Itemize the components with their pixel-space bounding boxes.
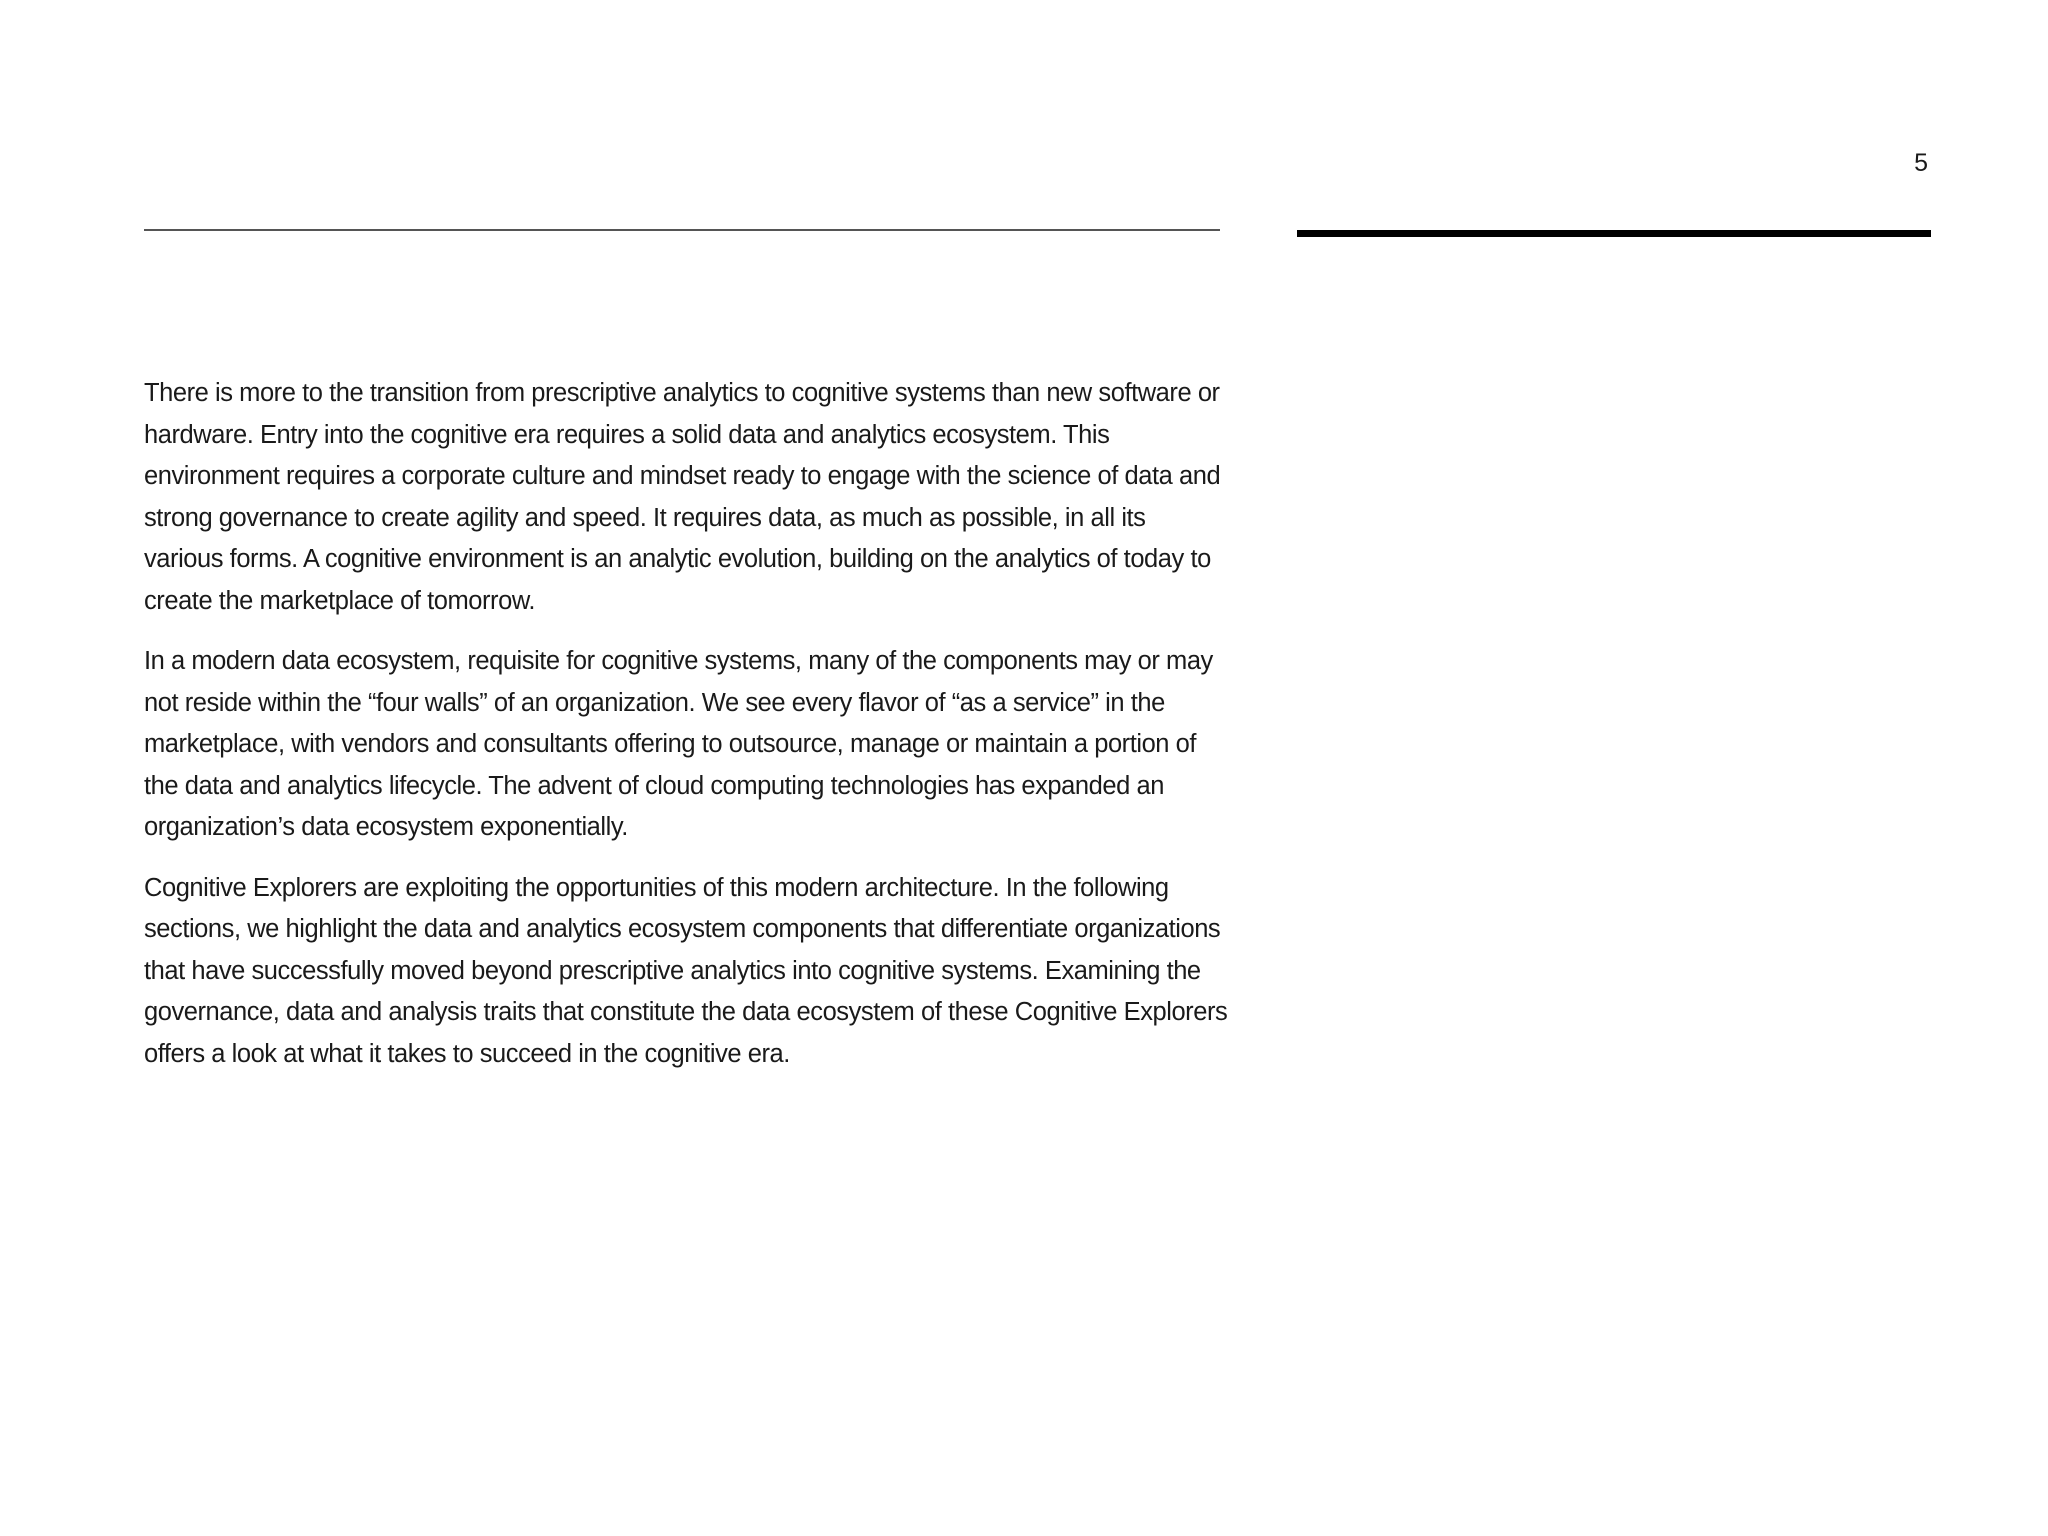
header-rule-thick	[1297, 230, 1931, 237]
paragraph-1: There is more to the transition from prescriptive analytics to cognitive systems than new software or hardware. Entry into the cognitive era requires a solid data and analytics ecosystem. This environment requires a corporate culture and mindset ready to engage with the science of data and strong governance to create agility and speed. It requires data, as much as possible, in all its various forms. A cognitive environment is an analytic evolution, building on the analytics of today to create the marketplace of tomorrow.	[144, 379, 1221, 615]
header-rule-thin	[144, 229, 1220, 231]
paragraph-2: In a modern data ecosystem, requisite for cognitive systems, many of the components may or may not reside within the “four walls” of an organization. We see every flavor of “as a service” in the marketplace, with vendors and consultants offering to outsource, manage or maintain a portion of the data and analytics lifecycle. The advent of cloud computing technologies has expanded an organization’s data ecosystem exponentially.	[144, 647, 1213, 841]
page-number: 5	[1914, 149, 1928, 177]
paragraph-3: Cognitive Explorers are exploiting the opportunities of this modern architecture. In the following sections, we highlight the data and analytics ecosystem components that differentiate organizations that have successfully moved beyond prescriptive analytics into cognitive systems. Examining the governance, data and analysis traits that constitute the data ecosystem of these Cognitive Explorers offers a look at what it takes to succeed in the cognitive era.	[144, 873, 1228, 1068]
body-text	[144, 373, 1229, 1094]
